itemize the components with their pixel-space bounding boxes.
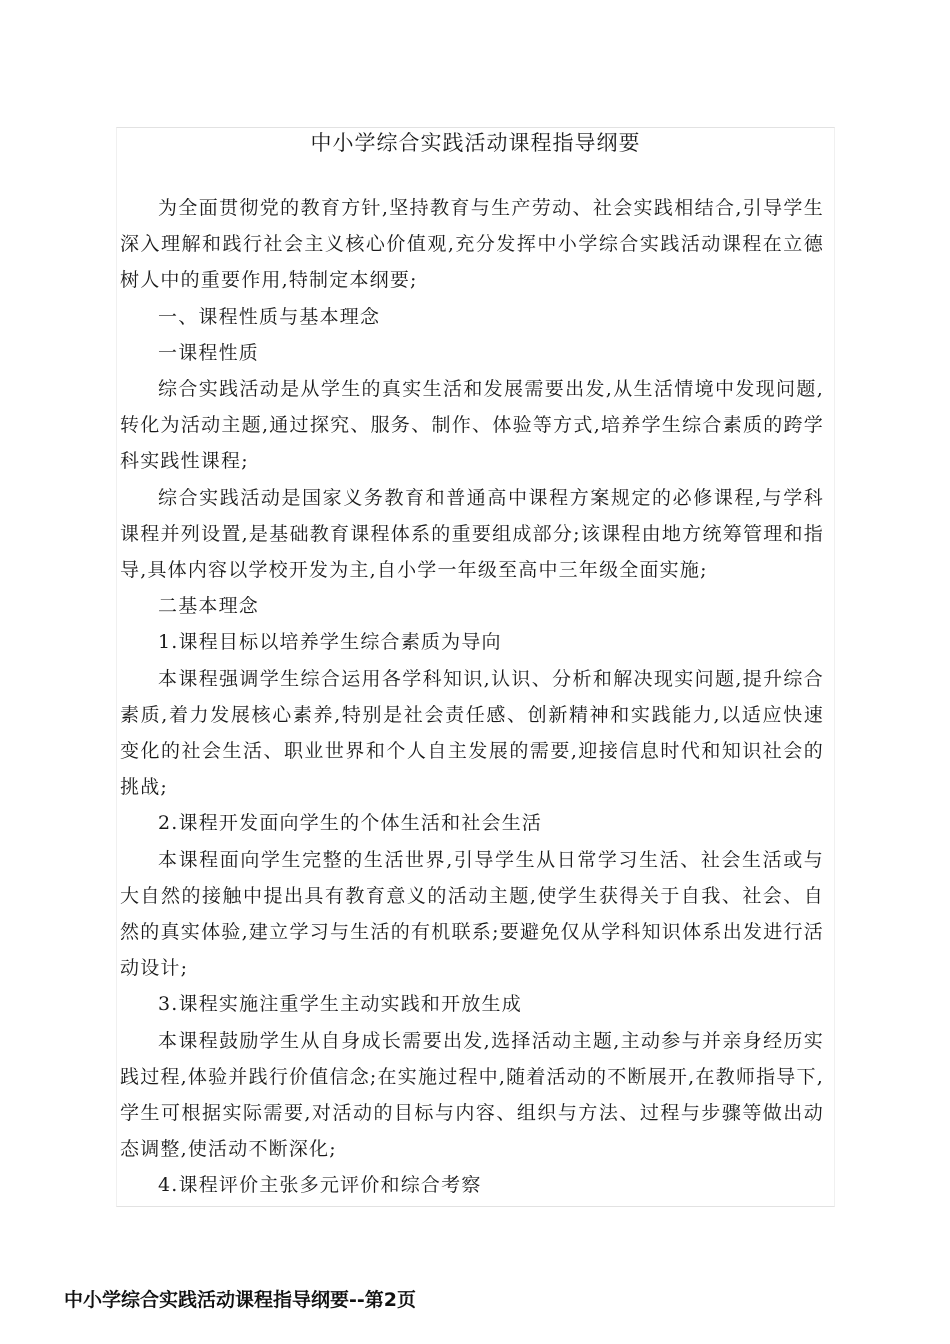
item-heading-2: 2.课程开发面向学生的个体生活和社会生活 (158, 812, 543, 835)
paragraph-course-nature-1: 综合实践活动是从学生的真实生活和发展需要出发,从生活情境中发现问题,转化为活动主题,通过探究、服务、制作、体验等方式,培养学生综合素质的跨学科实践性课程; (120, 378, 824, 473)
section-heading-1: 一、课程性质与基本理念 (158, 305, 381, 328)
paragraph-course-nature-2: 综合实践活动是国家义务教育和普通高中课程方案规定的必修课程,与学科课程并列设置,是基础教育课程体系的重要组成部分;该课程由地方统筹管理和指导,具体内容以学校开发为主,自小学一年级至高中三年级全面实施; (120, 486, 824, 582)
page-footer: 中小学综合实践活动课程指导纲要--第2页 (64, 1289, 416, 1311)
document-title: 中小学综合实践活动课程指导纲要 (310, 131, 641, 155)
subsection-heading-course-nature: 一课程性质 (158, 341, 260, 364)
item-heading-4: 4.课程评价主张多元评价和综合考察 (158, 1174, 482, 1197)
item-heading-1: 1.课程目标以培养学生综合素质为导向 (158, 631, 502, 654)
paragraph-intro: 为全面贯彻党的教育方针,坚持教育与生产劳动、社会实践相结合,引导学生深入理解和践行社会主义核心价值观,充分发挥中小学综合实践活动课程在立德树人中的重要作用,特制定本纲要; (120, 197, 824, 292)
subsection-heading-basic-concepts: 二基本理念 (158, 595, 260, 618)
paragraph-item-2: 本课程面向学生完整的生活世界,引导学生从日常学习生活、社会生活或与大自然的接触中提出具有教育意义的活动主题,使学生获得关于自我、社会、自然的真实体验,建立学习与生活的有机联系;要避免仅从学科知识体系出发进行活动设计; (120, 848, 824, 980)
paragraph-item-1: 本课程强调学生综合运用各学科知识,认识、分析和解决现实问题,提升综合素质,着力发展核心素养,特别是社会责任感、创新精神和实践能力,以适应快速变化的社会生活、职业世界和个人自主发展的需要,迎接信息时代和知识社会的挑战; (120, 667, 824, 799)
item-heading-3: 3.课程实施注重学生主动实践和开放生成 (158, 993, 522, 1016)
paragraph-item-3: 本课程鼓励学生从自身成长需要出发,选择活动主题,主动参与并亲身经历实践过程,体验并践行价值信念;在实施过程中,随着活动的不断展开,在教师指导下,学生可根据实际需要,对活动的目标与内容、组织与方法、过程与步骤等做出动态调整,使活动不断深化; (120, 1029, 824, 1161)
document-body (120, 190, 824, 1204)
